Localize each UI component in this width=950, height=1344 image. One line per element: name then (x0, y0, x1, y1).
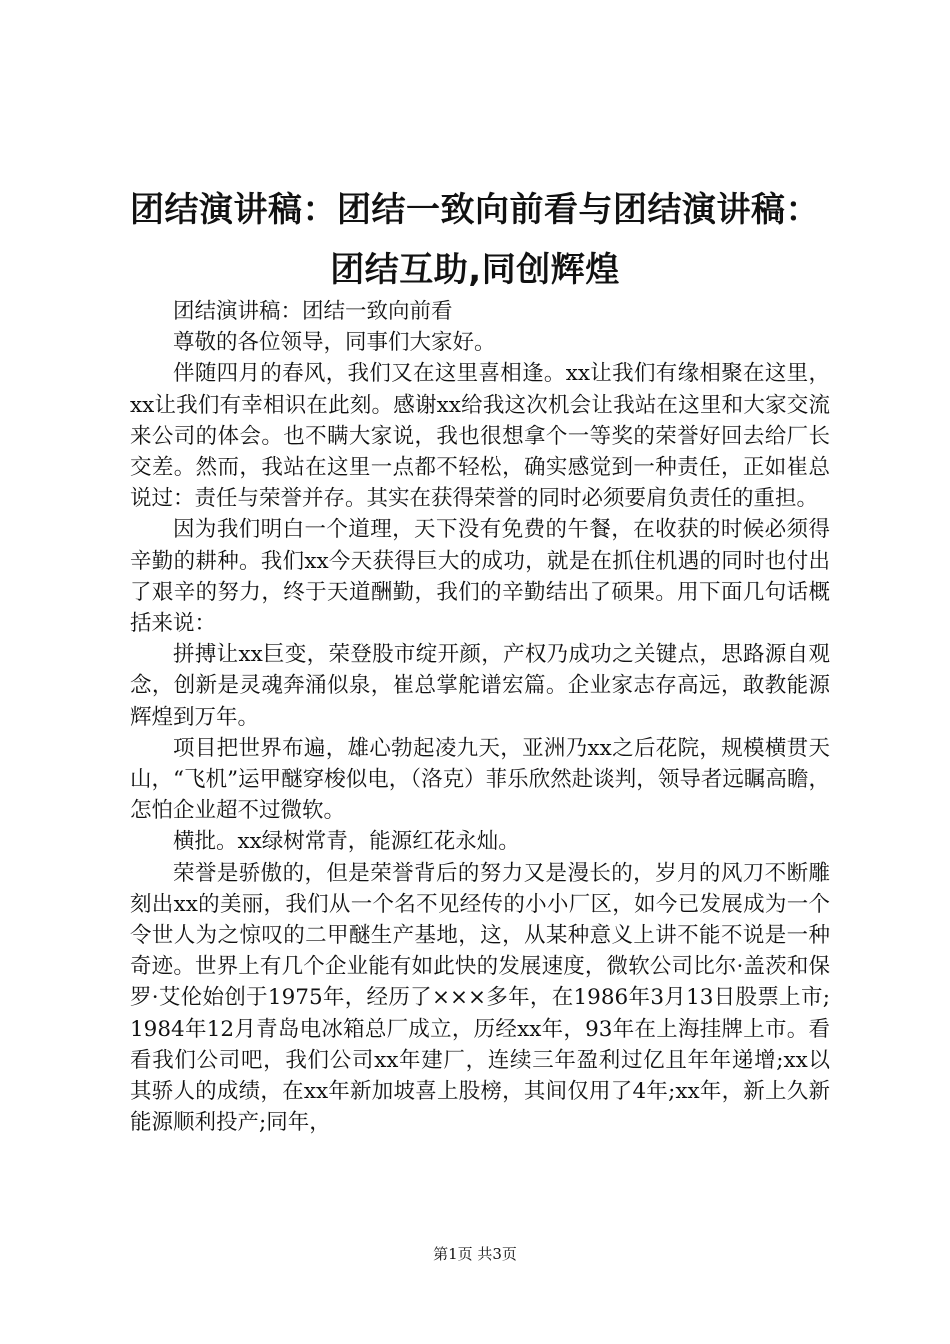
paragraph: 尊敬的各位领导，同事们大家好。 (173, 330, 496, 356)
paragraph: 荣誉是骄傲的，但是荣誉背后的努力又是漫长的，岁月的风刀不断雕刻出xx的美丽，我们从一个名不见经传的小小厂区，如今已发展成为一个令世人为之惊叹的二甲醚生产基地，这，从某种意义上讲不能不说是一种奇迹。世界上有几个企业能有如此快的发展速度，微软公司比尔·盖茨和保罗·艾伦始创于1975年，经历了×××多年，在1986年3月13日股票上市;1984年12月青岛电冰箱总厂成立，历经xx年，93年在上海挂牌上市。看看我们公司吧，我们公司xx年建厂，连续三年盈利过亿且年年递增;xx以其骄人的成绩，在xx年新加坡喜上股榜，其间仅用了4年;xx年，新上久新能源顺利投产;同年， (130, 860, 830, 1136)
document-body (130, 296, 830, 1138)
paragraph: 横批。xx绿树常青，能源红花永灿。 (173, 829, 520, 855)
paragraph: 项目把世界布遍，雄心勃起凌九天，亚洲乃xx之后花院，规模横贯天山，“飞机”运甲醚穿梭似电，（洛克）菲乐欣然赴谈判，领导者远瞩高瞻，怎怕企业超不过微软。 (130, 735, 830, 824)
paragraph: 团结演讲稿：团结一致向前看 (173, 299, 453, 324)
document-title: 团结演讲稿：团结一致向前看与团结演讲稿：团结互助,同创辉煌 (130, 190, 820, 290)
paragraph: 拼搏让xx巨变，荣登股市绽开颜，产权乃成功之关键点，思路源自观念，创新是灵魂奔涌似泉，崔总掌舵谱宏篇。企业家志存高远，敢教能源辉煌到万年。 (130, 642, 830, 730)
paragraph: 因为我们明白一个道理，天下没有免费的午餐，在收获的时候必须得辛勤的耕种。我们xx今天获得巨大的成功，就是在抓住机遇的同时也付出了艰辛的努力，终于天道酬勤，我们的辛勤结出了硕果。用下面几句话概括来说： (130, 517, 830, 637)
page-number-footer: 第1页 共3页 (433, 1245, 517, 1263)
paragraph: 伴随四月的春风，我们又在这里喜相逢。xx让我们有缘相聚在这里，xx让我们有幸相识在此刻。感谢xx给我这次机会让我站在这里和大家交流来公司的体会。也不瞒大家说，我也很想拿个一等奖的荣誉好回去给厂长交差。然而，我站在这里一点都不轻松，确实感觉到一种责任，正如崔总说过：责任与荣誉并存。其实在获得荣誉的同时必须要肩负责任的重担。 (130, 361, 830, 512)
